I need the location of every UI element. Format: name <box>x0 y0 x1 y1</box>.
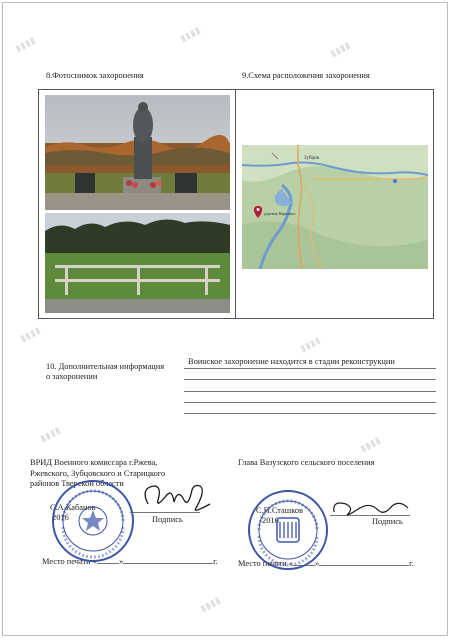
right-signatory-line1: Глава Вазузского сельского поселения <box>238 458 375 467</box>
left-sign-caption: Подпись <box>152 515 183 524</box>
left-stamp-place: Место печати « » г. <box>42 557 218 566</box>
section-8-title: 8.Фотоснимок захоронения <box>46 71 144 80</box>
right-official-stamp <box>246 488 330 572</box>
section-10-label-line2: о захоронении <box>46 372 98 381</box>
section-9-title: 9.Схема расположения захоронения <box>242 71 370 80</box>
left-signatory-line1: ВРИД Военного комиссара г.Ржева, <box>30 458 158 467</box>
left-official-stamp <box>50 478 136 564</box>
right-signatory-date: 2016 <box>262 516 279 525</box>
map-town-label: Зубцов <box>304 156 320 161</box>
photo-map-table <box>38 89 434 319</box>
left-signatory-name: С.А.Кабанов <box>50 503 96 512</box>
right-stamp-place: Место печати « » г. <box>238 559 414 568</box>
table-divider <box>235 90 236 318</box>
section-10-text: Воинское захоронение находится в стадии реконструкции <box>188 357 395 366</box>
right-sign-caption: Подпись <box>372 517 403 526</box>
left-handwritten-signature <box>130 478 220 518</box>
left-signatory-line2: Ржевского, Зубцовского и Старицкого <box>30 469 166 478</box>
map-marker-label: деревня Варыгино <box>264 211 296 216</box>
left-signatory-line3: районов Тверской области <box>30 479 124 488</box>
right-handwritten-signature <box>326 494 416 524</box>
section-10-label-line1: 10. Дополнительная информация <box>46 362 165 371</box>
location-map <box>242 145 428 269</box>
memorial-photo-2 <box>45 213 230 313</box>
memorial-photo-1 <box>45 95 230 210</box>
right-signatory-name: С.П.Сташков <box>256 506 304 515</box>
left-signatory-date: 2016 <box>52 513 69 522</box>
